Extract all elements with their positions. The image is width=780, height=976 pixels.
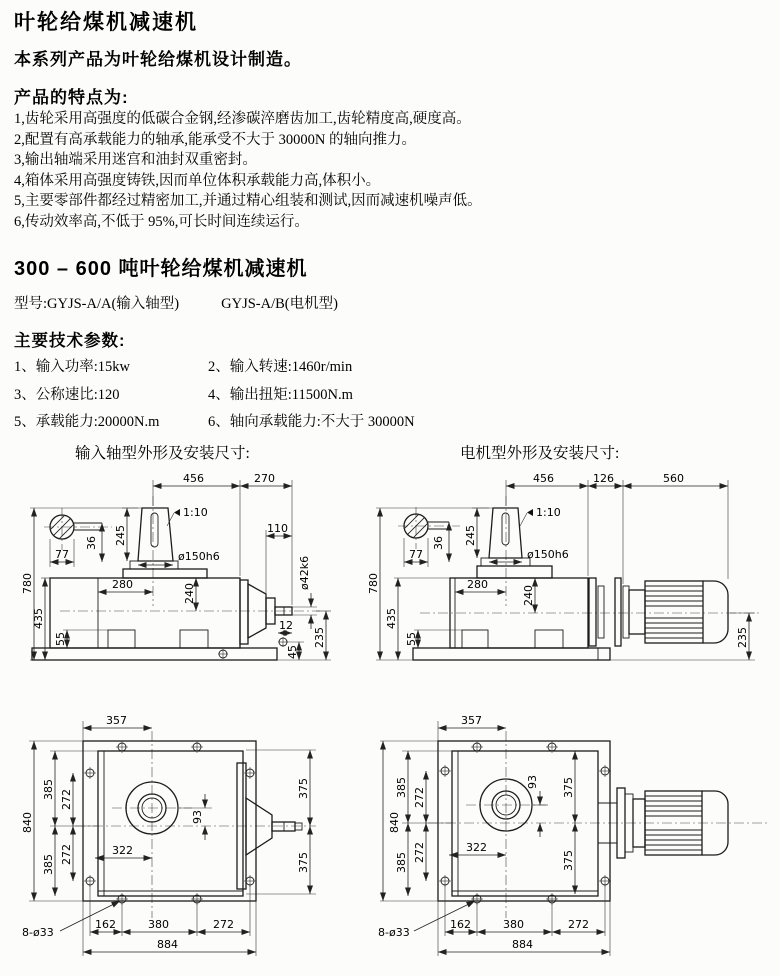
coupling-plate <box>623 586 629 638</box>
dim-label: 36 <box>85 536 98 550</box>
drawing-input-shaft-side-view <box>20 466 370 698</box>
dim-label: 55 <box>405 632 418 646</box>
top-plate <box>123 569 207 578</box>
dim-label: 12 <box>279 619 293 632</box>
dim-label: 77 <box>55 548 69 561</box>
dim-label: 55 <box>54 632 67 646</box>
dim-label: 357 <box>106 714 127 727</box>
dim-label: 840 <box>21 812 34 833</box>
dim-label: 435 <box>32 608 45 629</box>
param-item: 2、输入转速:1460r/min <box>208 359 353 375</box>
dim-label: 780 <box>21 573 34 594</box>
bell-plate <box>240 580 248 644</box>
base-flange <box>438 741 610 901</box>
dim-label: 456 <box>183 472 204 485</box>
model-motor: GYJS-A/B(电机型) <box>221 296 338 312</box>
holes-callout: 8-ø33 <box>22 926 54 939</box>
param-item: 3、公称速比:120 <box>14 386 120 403</box>
params-list <box>14 355 415 431</box>
dim-label: 110 <box>267 522 288 535</box>
dim-label: 235 <box>736 627 749 648</box>
drawing-motor-side-view <box>365 466 780 698</box>
foot-pad <box>180 630 208 648</box>
dim-label: 1:10 <box>536 506 561 519</box>
feature-item: 4,箱体采用高强度铸铁,因而单位体积承载能力高,体积小。 <box>14 172 381 189</box>
dim-label: 780 <box>367 573 380 594</box>
housing <box>50 578 240 648</box>
dim-label: 272 <box>213 918 234 931</box>
model-line <box>14 292 338 313</box>
base-bolt <box>218 649 228 659</box>
dim-label: 435 <box>385 608 398 629</box>
dim-label: 280 <box>467 578 488 591</box>
dimensions <box>21 472 331 660</box>
dim-label: 270 <box>254 472 275 485</box>
tapered-output-cone <box>138 508 173 561</box>
page-title: 叶轮给煤机减速机 <box>14 11 198 34</box>
base-plate <box>32 648 277 660</box>
motor-end-cap <box>703 581 728 643</box>
param-item: 6、轴向承载能力:不大于 30000N <box>208 414 415 430</box>
dim-label: 45 <box>286 645 299 659</box>
motor-neck <box>629 590 645 634</box>
feature-item: 3,输出轴端采用迷宫和油封双重密封。 <box>14 152 257 169</box>
dim-label: 385 <box>395 777 408 798</box>
dim-label: 884 <box>157 938 178 951</box>
dim-label: 235 <box>313 627 326 648</box>
dim-label: ø150h6 <box>527 548 569 561</box>
taper-flag-icon <box>527 509 533 516</box>
gearbox-top-view <box>83 741 256 905</box>
dim-label: 240 <box>522 585 535 606</box>
gearbox-body <box>413 508 610 660</box>
dim-label: 93 <box>526 775 539 789</box>
coupling-plate <box>598 586 604 638</box>
dim-label: 272 <box>568 918 589 931</box>
motor-assembly <box>589 578 728 646</box>
motor-fins <box>645 586 703 638</box>
foot-pad <box>462 630 488 648</box>
dim-label: 162 <box>450 918 471 931</box>
drawing-input-shaft-top-view <box>20 703 375 968</box>
dimensions <box>367 472 755 660</box>
caption-motor-drawing: 电机型外形及安装尺寸: <box>460 445 620 462</box>
dim-label: 126 <box>593 472 614 485</box>
tapered-output-cone <box>489 508 522 558</box>
param-item: 1、输入功率:15kw <box>14 359 130 375</box>
coupling-plate <box>615 578 621 646</box>
housing-top <box>98 751 243 896</box>
coupling-plate <box>589 578 596 646</box>
caption-input-shaft-drawing: 输入轴型外形及安装尺寸: <box>75 445 250 462</box>
dim-label: 357 <box>461 714 482 727</box>
dim-label: 375 <box>562 777 575 798</box>
foot-pad <box>535 630 563 648</box>
dim-label: 456 <box>533 472 554 485</box>
cone-keyway <box>502 513 509 545</box>
cone-keyway <box>151 513 158 547</box>
dimensions <box>378 714 610 956</box>
dim-label: 375 <box>562 850 575 871</box>
params-heading: 主要技术参数: <box>14 332 126 350</box>
dim-label: 884 <box>512 938 533 951</box>
dim-label: 162 <box>95 918 116 931</box>
feature-item: 2,配置有高承载能力的轴承,能承受不大于 30000N 的轴向推力。 <box>14 131 416 148</box>
dim-label: 380 <box>503 918 524 931</box>
dim-label: 245 <box>114 525 127 546</box>
dim-label: 840 <box>388 812 401 833</box>
dim-label: 385 <box>42 779 55 800</box>
top-plate <box>477 566 552 578</box>
bell-housing <box>246 798 272 855</box>
features-list <box>14 109 754 233</box>
foot-pad <box>108 630 135 648</box>
input-shaft <box>272 822 295 831</box>
intro-line: 本系列产品为叶轮给煤机设计制造。 <box>14 50 302 69</box>
dim-label: 77 <box>409 548 423 561</box>
feature-item: 5,主要零部件都经过精密加工,并通过精心组装和测试,因而减速机噪声低。 <box>14 193 482 210</box>
drawing-motor-top-view <box>378 703 778 968</box>
section-title: 300 – 600 吨叶轮给煤机减速机 <box>14 258 308 280</box>
dim-label: 322 <box>112 844 133 857</box>
dim-label: 385 <box>42 854 55 875</box>
dim-label: 375 <box>297 852 310 873</box>
dim-label: 272 <box>60 789 73 810</box>
feature-item: 6,传动效率高,不低于 95%,可长时间连续运行。 <box>14 213 309 230</box>
param-item: 4、输出扭矩:11500N.m <box>208 386 353 403</box>
dim-label: 322 <box>466 841 487 854</box>
dim-label: 280 <box>112 578 133 591</box>
dim-label: 36 <box>432 536 445 550</box>
taper-flag-icon <box>174 509 180 516</box>
dim-label: 560 <box>663 472 684 485</box>
dim-label: 272 <box>413 787 426 808</box>
features-heading: 产品的特点为: <box>14 88 129 107</box>
feature-item: 1,齿轮采用高强度的低碳合金钢,经渗碳淬磨齿加工,齿轮精度高,硬度高。 <box>14 111 471 127</box>
base-flange <box>83 741 256 901</box>
dim-label: 93 <box>191 810 204 824</box>
shaft-key <box>295 823 302 830</box>
motor-fin-body <box>645 581 703 643</box>
dim-label: 272 <box>60 844 73 865</box>
param-item: 5、承载能力:20000N.m <box>14 414 160 430</box>
dim-label: 375 <box>297 778 310 799</box>
dim-label: 385 <box>395 852 408 873</box>
holes-callout: 8-ø33 <box>378 926 410 939</box>
dim-label: 240 <box>183 583 196 604</box>
dim-label: ø42k6 <box>298 555 311 590</box>
model-input-shaft: 型号:GYJS-A/A(输入轴型) <box>14 296 180 312</box>
dim-label: ø150h6 <box>178 550 220 563</box>
base-plate <box>413 648 610 660</box>
dim-label: 380 <box>148 918 169 931</box>
dim-label: 1:10 <box>183 506 208 519</box>
dim-label: 272 <box>413 842 426 863</box>
dim-label: 245 <box>464 525 477 546</box>
